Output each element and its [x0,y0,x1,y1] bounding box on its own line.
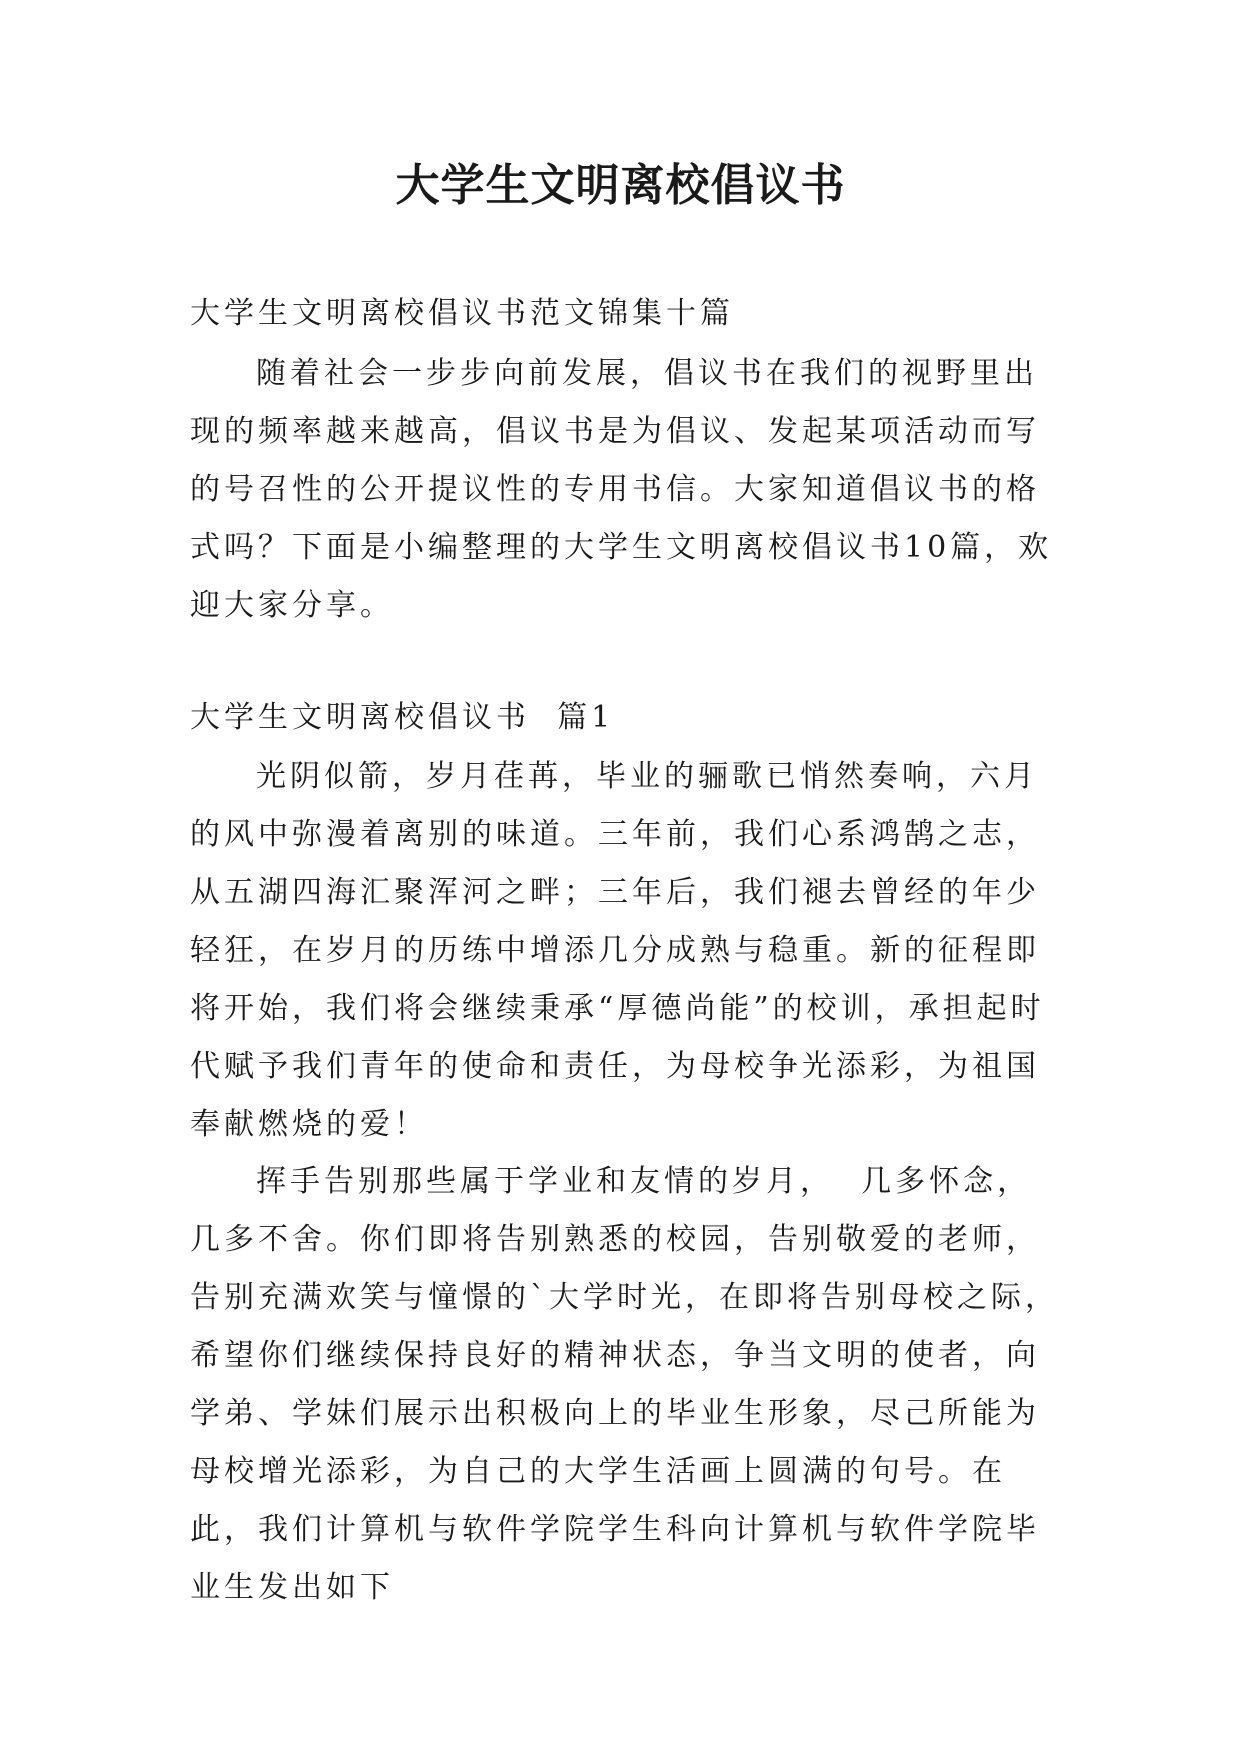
body-paragraph-1: 光阴似箭，岁月荏苒，毕业的骊歌已悄然奏响，六月的风中弥漫着离别的味道。三年前，我们心系鸿鹄之志，从五湖四海汇聚浑河之畔；三年后，我们褪去曾经的年少轻狂，在岁月的历练中增添几分成熟与稳重。新的征程即将开始，我们将会继续秉承“厚德尚能”的校训，承担起时代赋予我们青年的使命和责任，为母校争光添彩，为祖国奉献燃烧的爱！ [190,759,1045,1142]
document-subtitle: 大学生文明离校倡议书范文锦集十篇 [190,296,734,331]
section-heading: 大学生文明离校倡议书 篇1 [190,700,615,735]
body-paragraph-2: 挥手告别那些属于学业和友情的岁月， 几多怀念，几多不舍。你们即将告别熟悉的校园，告别敬爱的老师，告别充满欢笑与憧憬的`大学时光，在即将告别母校之际，希望你们继续保持良好的精神状态，争当文明的使者，向学弟、学妹们展示出积极向上的毕业生形象，尽己所能为母校增光添彩，为自己的大学生活画上圆满的句号。在此，我们计算机与软件学院学生科向计算机与软件学院毕业生发出如下 [190,1164,1059,1605]
intro-paragraph: 随着社会一步步向前发展，倡议书在我们的视野里出现的频率越来越高，倡议书是为倡议、发起某项活动而写的号召性的公开提议性的专用书信。大家知道倡议书的格式吗？下面是小编整理的大学生文明离校倡议书10篇，欢迎大家分享。 [190,356,1053,623]
document-title: 大学生文明离校倡议书 [395,160,846,211]
